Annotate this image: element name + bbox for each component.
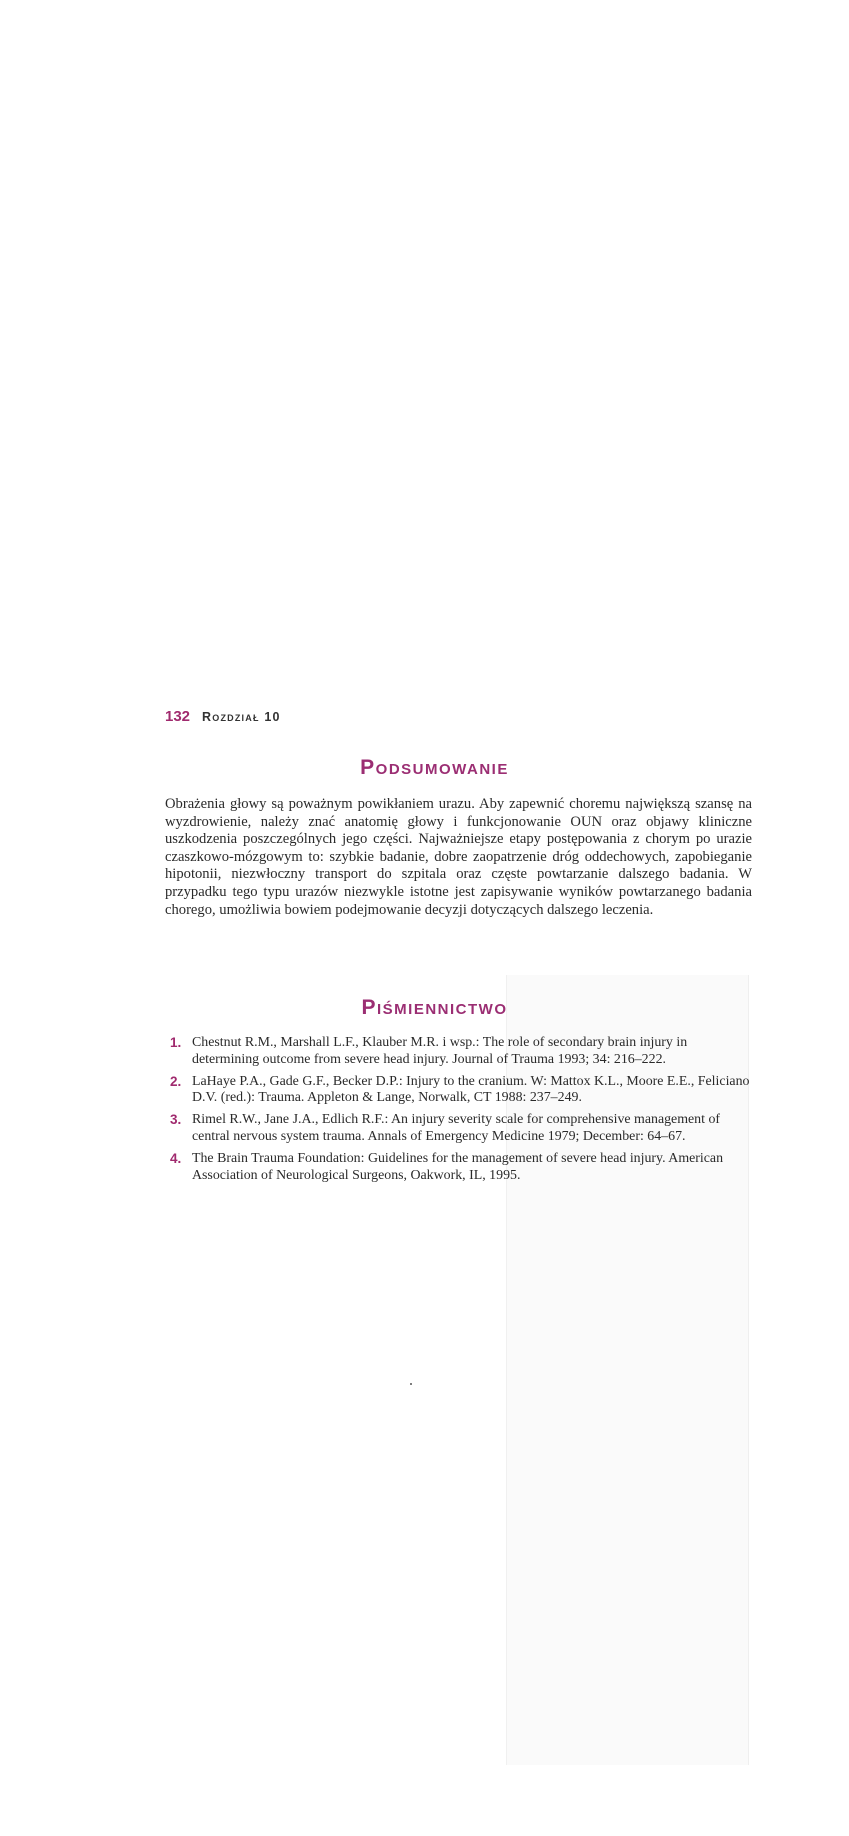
print-speck	[410, 1383, 412, 1385]
reference-number: 1.	[170, 1035, 182, 1050]
references-heading: Piśmiennictwo	[361, 996, 508, 1019]
reference-text: Chestnut R.M., Marshall L.F., Klauber M.R. i wsp.: The role of secondary brain injury in determining outcome from severe head injury. Journal of Trauma 1993; 34: 216–222.	[192, 1035, 688, 1067]
reference-item	[170, 1035, 752, 1069]
reference-item	[170, 1112, 752, 1146]
page-header	[165, 708, 281, 725]
reference-number: 2.	[170, 1073, 182, 1089]
summary-heading: Podsumowanie	[360, 756, 509, 779]
references-list	[170, 1035, 752, 1189]
reference-text: The Brain Trauma Foundation: Guidelines for the management of severe head injury. American Association of Neurological Surgeons, Oakwork, IL, 1995.	[192, 1150, 724, 1183]
reference-text: Rimel R.W., Jane J.A., Edlich R.F.: An injury severity scale for comprehensive management of central nervous system trauma. Annals of Emergency Medicine 1979; December: 64–67.	[192, 1112, 721, 1144]
chapter-label: Rozdział 10	[202, 710, 281, 724]
reference-item	[170, 1074, 752, 1108]
reference-number: 3.	[170, 1112, 182, 1128]
reference-item	[170, 1151, 752, 1185]
summary-paragraph: Obrażenia głowy są poważnym powikłaniem urazu. Aby zapewnić choremu największą szansę na wyzdrowienie, należy znać anatomię głowy i funkcjonowanie OUN oraz objawy kliniczne uszkodzenia poszczególnych jego części. Najważniejsze etapy postępowania z chorym po urazie czaszkowo-mózgowym to: szybkie badanie, dobre zaopatrzenie dróg oddechowych, zapobieganie hipotonii, niezwłoczny transport do szpitala oraz częste powtarzanie dalszego badania. W przypadku tego typu urazów niezwykle istotne jest zapisywanie wyników powtarzanego badania chorego, umożliwia bowiem podejmowanie decyzji dotyczących dalszego leczenia.	[165, 796, 752, 918]
reference-text: LaHaye P.A., Gade G.F., Becker D.P.: Injury to the cranium. W: Mattox K.L., Moore E.E., Feliciano D.V. (red.): Trauma. Appleton & Lange, Norwalk, CT 1988: 237–249.	[192, 1073, 750, 1106]
page-number: 132	[165, 708, 191, 725]
reference-number: 4.	[170, 1150, 182, 1166]
